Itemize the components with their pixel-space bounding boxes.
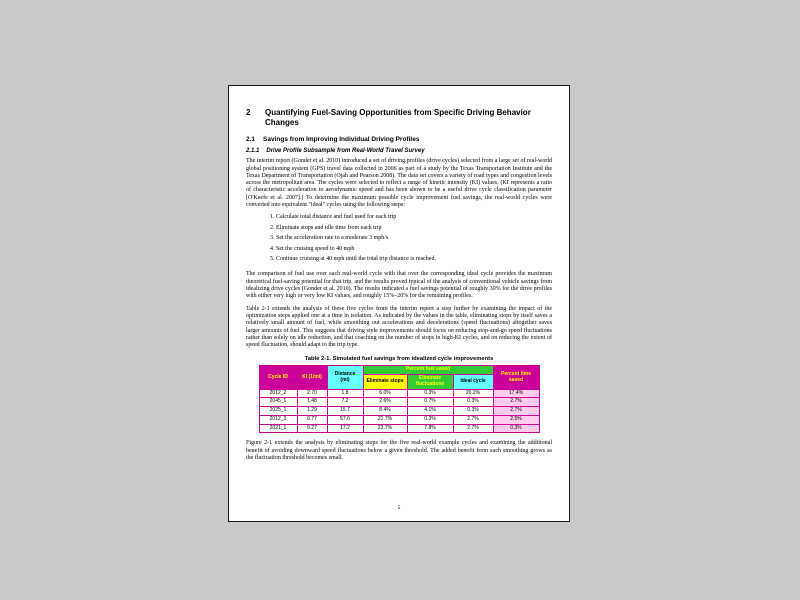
table-cell: 2.70	[297, 389, 327, 398]
paragraph-comparison: The comparison of fuel use over each real-world cycle with that over the corresponding ideal cycle provides the maximum theoretical fuel-saving potential for that trip, and the results proved typical of the analysis of conventional vehicle savings from idealizing drive cycles (Gonder et al. 2010). The results indicated a fuel savings potential of roughly 30% for the drive profiles with either very high or very low KI values, and roughly 15%–20% for the remaining profiles.	[246, 271, 552, 300]
chapter-heading	[246, 108, 552, 127]
table-cell: 1.48	[297, 398, 327, 407]
table-cell: 17.2	[327, 424, 363, 433]
table-cell: 1.29	[297, 407, 327, 416]
header-distance: Distance (mi)	[327, 366, 363, 389]
step-item: 1. Calculate total distance and fuel used for each trip	[276, 214, 552, 221]
header-eliminate-stops: Eliminate stops	[363, 375, 407, 390]
table-cell: 17.4%	[493, 389, 539, 398]
header-ideal-cycle: Ideal cycle	[453, 375, 493, 390]
chapter-title: Quantifying Fuel-Saving Opportunities from Specific Driving Behavior Changes	[265, 108, 531, 127]
subsection-title: Drive Profile Subsample from Real-World Travel Survey	[266, 148, 425, 155]
report-page	[228, 85, 570, 522]
table-header	[259, 366, 539, 389]
header-cycle-id: Cycle ID	[259, 366, 297, 389]
table-cell: 0.3%	[453, 398, 493, 407]
table-cell: 4.1%	[407, 407, 453, 416]
header-time-saved: Percent time saved	[493, 366, 539, 389]
table-cell: 2.7%	[453, 415, 493, 424]
table-cell: 0.7%	[407, 398, 453, 407]
header-eliminate-fluctuations: Eliminate fluctuations	[407, 375, 453, 390]
table-cell: 57.6	[327, 415, 363, 424]
table-cell: 2025_1	[259, 407, 297, 416]
table-cell: 7.8%	[407, 424, 453, 433]
table-cell: 2.7%	[453, 424, 493, 433]
table-cell: 8.4%	[363, 407, 407, 416]
table-cell: 20.2%	[453, 389, 493, 398]
section-number: 2.1	[246, 136, 256, 144]
table-cell: 7.2	[327, 398, 363, 407]
table-cell: 2.7%	[493, 398, 539, 407]
table-row	[259, 389, 539, 398]
table-row	[259, 407, 539, 416]
idealization-steps-list	[276, 214, 552, 266]
table-cell: 1.8	[327, 389, 363, 398]
table-cell: 0.3%	[407, 389, 453, 398]
table-cell: 0.27	[297, 424, 327, 433]
table-body	[259, 389, 539, 433]
table-cell: 2012_3	[259, 415, 297, 424]
paragraph-intro: The interim report (Gonder et al. 2010) introduced a set of driving profiles (drive cycles) selected from a large set of real-world global positioning system (GPS) travel data collected in 2006 as part of a study by the Texas Transportation Institute and the Texas Department of Transportation (Ojah and Pearson 2008). The data set covers a variety of road types and congestion levels across the metropolitan area. The cycles were selected to reflect a range of kinetic intensity (KI) values. (KI represents a ratio of characteristic acceleration to aerodynamic speed and has been shown to be a useful drive cycle classification parameter [O'Keefe et al. 2007].) To determine the maximum possible cycle improvement fuel savings, the real-world cycles were converted into equivalent "ideal" cycles using the following steps:	[246, 158, 552, 209]
step-item: 2. Eliminate stops and idle time from each trip	[276, 225, 552, 232]
table-cell: 2.5%	[493, 415, 539, 424]
table-cell: 2012_2	[259, 389, 297, 398]
table-cell: 2.7%	[493, 407, 539, 416]
table-cell: 6.0%	[363, 389, 407, 398]
table-caption: Table 2-1. Simulated fuel savings from idealized cycle improvements	[304, 356, 494, 363]
header-ki: KI (1/mi)	[297, 366, 327, 389]
table-cell: 2021_1	[259, 424, 297, 433]
table-header-row-top	[259, 366, 539, 375]
paragraph-table-discussion: Table 2-1 extends the analysis of these five cycles from the interim report a step further by examining the impact of the optimization steps applied one at a time in isolation. As indicated by the values in the table, eliminating stops by itself saves a relatively small amount of fuel, while smoothing out accelerations and decelerations (speed fluctuations) altogether saves larger amounts of fuel. This suggests that driving style improvements should focus on reducing stop-and-go speed fluctuations rather than solely on idle reduction, and that coaching on the number of stops in high-KI cycles, and on reducing the extent of speed fluctuation, should adapt to the trip type.	[246, 305, 552, 349]
table-cell: 0.77	[297, 415, 327, 424]
subsection-number: 2.1.1	[246, 148, 260, 155]
table-cell: 0.3%	[407, 415, 453, 424]
step-item: 3. Set the acceleration rate to a moderate 3 mph/s	[276, 235, 552, 242]
step-item: 5. Continue cruising at 40 mph until the total trip distance is reached.	[276, 256, 552, 263]
subsection-heading	[246, 148, 552, 154]
chapter-number: 2	[246, 108, 251, 117]
table-cell: 2.6%	[363, 398, 407, 407]
table-cell: 2045_1	[259, 398, 297, 407]
table-row	[259, 424, 539, 433]
step-item: 4. Set the cruising speed to 40 mph	[276, 246, 552, 253]
table-cell: 15.7	[327, 407, 363, 416]
table-row	[259, 415, 539, 424]
table-cell: 0.3%	[453, 407, 493, 416]
page-number: 5	[397, 505, 401, 511]
table-cell: 0.3%	[493, 424, 539, 433]
fuel-savings-table	[259, 365, 540, 433]
section-heading	[246, 136, 552, 143]
section-title: Savings from Improving Individual Driving Profiles	[263, 136, 420, 144]
paragraph-figure-preview: Figure 2-1 extends the analysis by eliminating stops for the five real-world example cycles and examining the additional benefit of avoiding downward speed fluctuations below a given threshold. The added benefit from such smoothing grows as the fluctuation threshold becomes small.	[246, 440, 552, 462]
header-fuel-saved-group: Percent fuel saved	[363, 366, 493, 375]
table-cell: 23.7%	[363, 424, 407, 433]
table-cell: 21.7%	[363, 415, 407, 424]
table-row	[259, 398, 539, 407]
